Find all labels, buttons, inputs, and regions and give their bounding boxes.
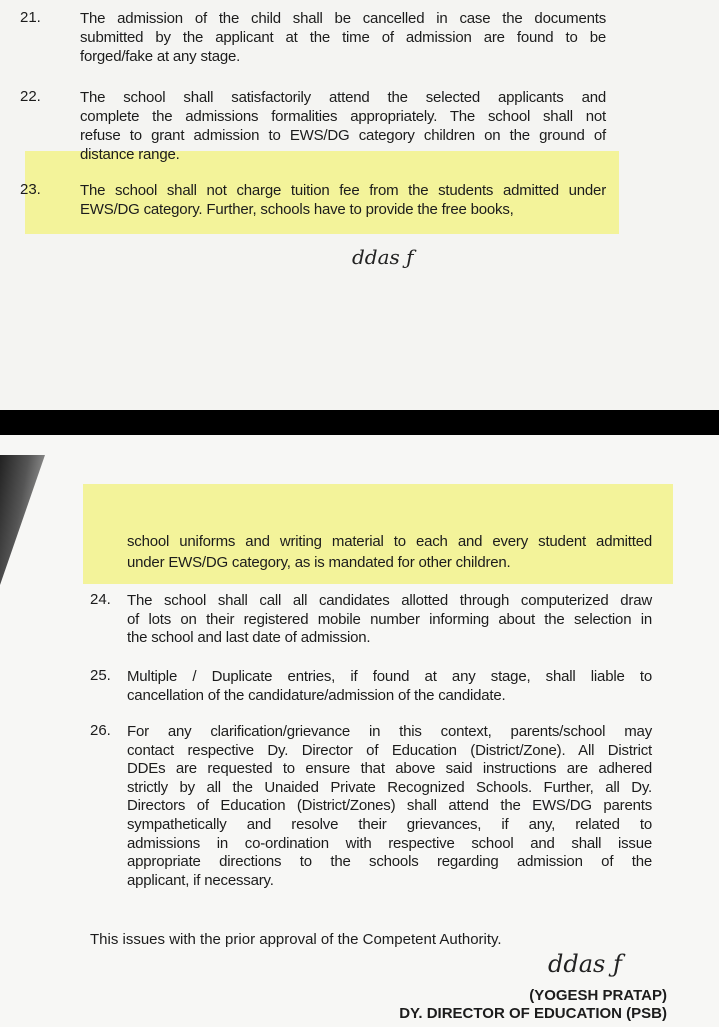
item-line: cancellation of the candidature/admission of the candidate. [127, 686, 506, 704]
item-line: sympathetically and resolve their grievances, if any, related to [127, 816, 652, 833]
item-line: DDEs are requested to ensure that above said instructions are adhered [127, 760, 652, 778]
item-line: Multiple / Duplicate entries, if found at any stage, shall liable to [127, 668, 652, 685]
item-line: contact respective Dy. Director of Education (District/Zone). All District [127, 741, 652, 759]
signature: ddas ƒ [548, 950, 622, 978]
item-line: strictly by all the Unaided Private Recognized Schools. Further, all Dy. [127, 778, 652, 796]
item-line: EWS/DG category. Further, schools have to provide the free books, [80, 201, 514, 218]
continuation-line: under EWS/DG category, as is mandated for other children. [127, 554, 511, 571]
item-line: forged/fake at any stage. [80, 48, 241, 65]
signatory-name: (YOGESH PRATAP) [529, 987, 667, 1004]
item-line: The admission of the child shall be cancelled in case the documents [80, 10, 606, 27]
item-number: 25. [90, 667, 111, 684]
item-line: appropriate directions to the schools regarding admission of the [127, 853, 652, 871]
item-line: The school shall not charge tuition fee from the students admitted under [80, 182, 606, 199]
item-number: 21. [20, 9, 41, 26]
item-number: 22. [20, 88, 41, 105]
item-line: For any clarification/grievance in this context, parents/school may [127, 723, 652, 740]
item-number: 24. [90, 591, 111, 608]
item-line: the school and last date of admission. [127, 629, 371, 647]
item-line: distance range. [80, 146, 180, 163]
item-number: 26. [90, 722, 111, 739]
item-line: The school shall satisfactorily attend the selected applicants and [80, 89, 606, 106]
initials-signature: ddas ƒ [352, 245, 414, 269]
item-line: Directors of Education (District/Zones) shall attend the EWS/DG parents [127, 797, 652, 815]
item-line: The school shall call all candidates allotted through computerized draw [127, 592, 652, 609]
continuation-line: school uniforms and writing material to each and every student admitted [127, 533, 652, 550]
item-line: of lots on their registered mobile number informing about the selection in [127, 610, 652, 628]
item-line: submitted by the applicant at the time of admission are found to be [80, 29, 606, 46]
approval-note: This issues with the prior approval of the Competent Authority. [90, 931, 502, 948]
item-line: complete the admissions formalities appropriately. The school shall not [80, 108, 606, 125]
signatory-title: DY. DIRECTOR OF EDUCATION (PSB) [399, 1005, 667, 1022]
item-number: 23. [20, 181, 41, 198]
item-line: admissions in co-ordination with respective school and shall issue [127, 834, 652, 852]
item-line: applicant, if necessary. [127, 871, 274, 889]
page-separator [0, 410, 719, 435]
item-line: refuse to grant admission to EWS/DG category children on the ground of [80, 127, 606, 144]
